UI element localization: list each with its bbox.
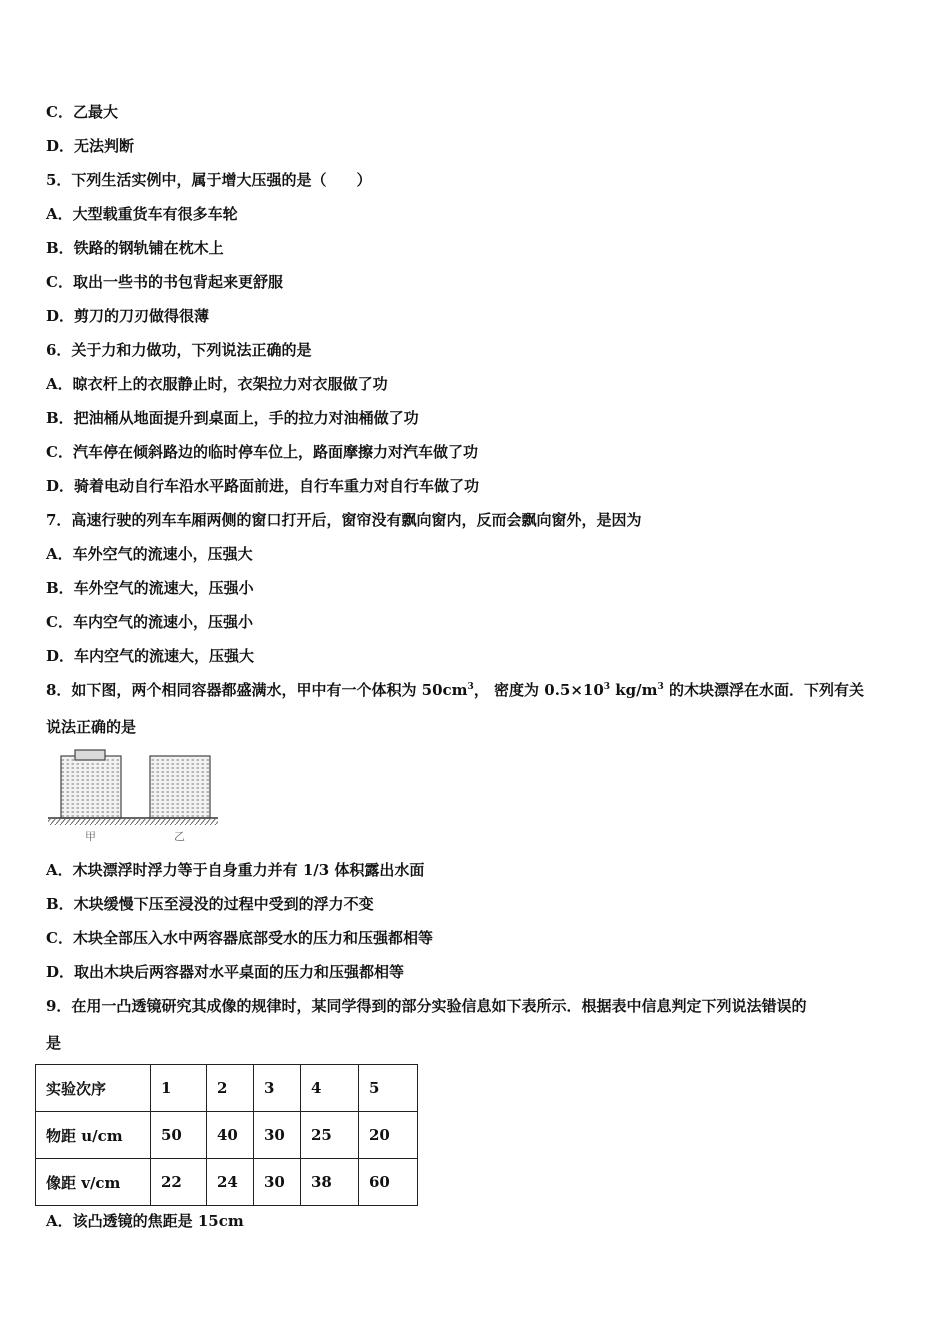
table-cell: 物距 u/cm [36, 1112, 151, 1159]
question-7-option-a: A．车外空气的流速小，压强大 [46, 545, 253, 563]
question-6-stem: 6．关于力和力做功，下列说法正确的是 [46, 341, 312, 359]
q8-text-4: 的木块漂浮在水面．下列有关 [663, 681, 865, 699]
container-left [61, 756, 121, 818]
question-8-option-b: B．木块缓慢下压至浸没的过程中受到的浮力不变 [46, 895, 374, 913]
table-cell: 30 [254, 1159, 301, 1206]
table-cell: 实验次序 [36, 1065, 151, 1112]
question-7-option-b: B．车外空气的流速大，压强小 [46, 579, 254, 597]
question-5-option-b: B．铁路的钢轨铺在枕木上 [46, 239, 224, 257]
q8-sup-3: 3 [657, 682, 664, 692]
table-row [36, 1112, 418, 1159]
label-jia: 甲 [85, 830, 96, 843]
table-cell: 20 [359, 1112, 418, 1159]
two-containers-figure [46, 746, 226, 846]
question-8-option-c: C．木块全部压入水中两容器底部受水的压力和压强都相等 [46, 929, 433, 947]
table-cell: 4 [301, 1065, 359, 1112]
q8-sup-1: 3 [467, 682, 474, 692]
table-cell: 5 [359, 1065, 418, 1112]
question-8-stem-continued: 说法正确的是 [46, 718, 137, 736]
table-cell: 38 [301, 1159, 359, 1206]
table-cell: 24 [207, 1159, 254, 1206]
q8-text-3: kg/m [610, 681, 658, 699]
table-row [36, 1159, 418, 1206]
label-yi: 乙 [174, 830, 185, 843]
table-cell: 50 [151, 1112, 207, 1159]
question-5-stem: 5．下列生活实例中，属于增大压强的是（ ） [46, 171, 372, 189]
question-6-option-d: D．骑着电动自行车沿水平路面前进，自行车重力对自行车做了功 [46, 477, 480, 495]
table-cell: 40 [207, 1112, 254, 1159]
option-d-previous: D．无法判断 [46, 137, 135, 155]
question-9-stem: 9．在用一凸透镜研究其成像的规律时，某同学得到的部分实验信息如下表所示．根据表中信息判定下列说法错误的 [46, 997, 807, 1015]
question-6-option-a: A．晾衣杆上的衣服静止时，衣架拉力对衣服做了功 [46, 375, 388, 393]
table-cell: 3 [254, 1065, 301, 1112]
table-cell: 1 [151, 1065, 207, 1112]
lens-experiment-table [35, 1064, 418, 1206]
question-7-option-d: D．车内空气的流速大，压强大 [46, 647, 255, 665]
question-8-stem [46, 680, 864, 700]
table-cell: 60 [359, 1159, 418, 1206]
q8-sup-2: 3 [603, 682, 611, 692]
ground-hatch [48, 819, 218, 825]
option-c-previous: C．乙最大 [46, 103, 118, 121]
question-8-option-a: A．木块漂浮时浮力等于自身重力并有 1/3 体积露出水面 [46, 861, 425, 879]
question-5-option-a: A．大型载重货车有很多车轮 [46, 205, 238, 223]
table-cell: 像距 v/cm [36, 1159, 151, 1206]
question-8-option-d: D．取出木块后两容器对水平桌面的压力和压强都相等 [46, 963, 405, 981]
table-row [36, 1065, 418, 1112]
q8-text-1: 8．如下图，两个相同容器都盛满水，甲中有一个体积为 50cm [46, 681, 468, 699]
table-cell: 22 [151, 1159, 207, 1206]
question-7-stem: 7．高速行驶的列车车厢两侧的窗口打开后，窗帘没有飘向窗内，反而会飘向窗外，是因为 [46, 511, 642, 529]
question-5-option-c: C．取出一些书的书包背起来更舒服 [46, 273, 283, 291]
question-9-option-a: A．该凸透镜的焦距是 15cm [46, 1212, 244, 1230]
question-6-option-b: B．把油桶从地面提升到桌面上，手的拉力对油桶做了功 [46, 409, 419, 427]
question-9-stem-continued: 是 [46, 1034, 62, 1052]
container-right [150, 756, 210, 818]
table-cell: 30 [254, 1112, 301, 1159]
q8-text-2: ， 密度为 0.5×10 [473, 681, 604, 699]
table-cell: 25 [301, 1112, 359, 1159]
question-5-option-d: D．剪刀的刀刃做得很薄 [46, 307, 210, 325]
question-7-option-c: C．车内空气的流速小，压强小 [46, 613, 253, 631]
wood-block [75, 750, 105, 760]
containers-diagram [46, 746, 226, 846]
table-cell: 2 [207, 1065, 254, 1112]
question-6-option-c: C．汽车停在倾斜路边的临时停车位上，路面摩擦力对汽车做了功 [46, 443, 478, 461]
